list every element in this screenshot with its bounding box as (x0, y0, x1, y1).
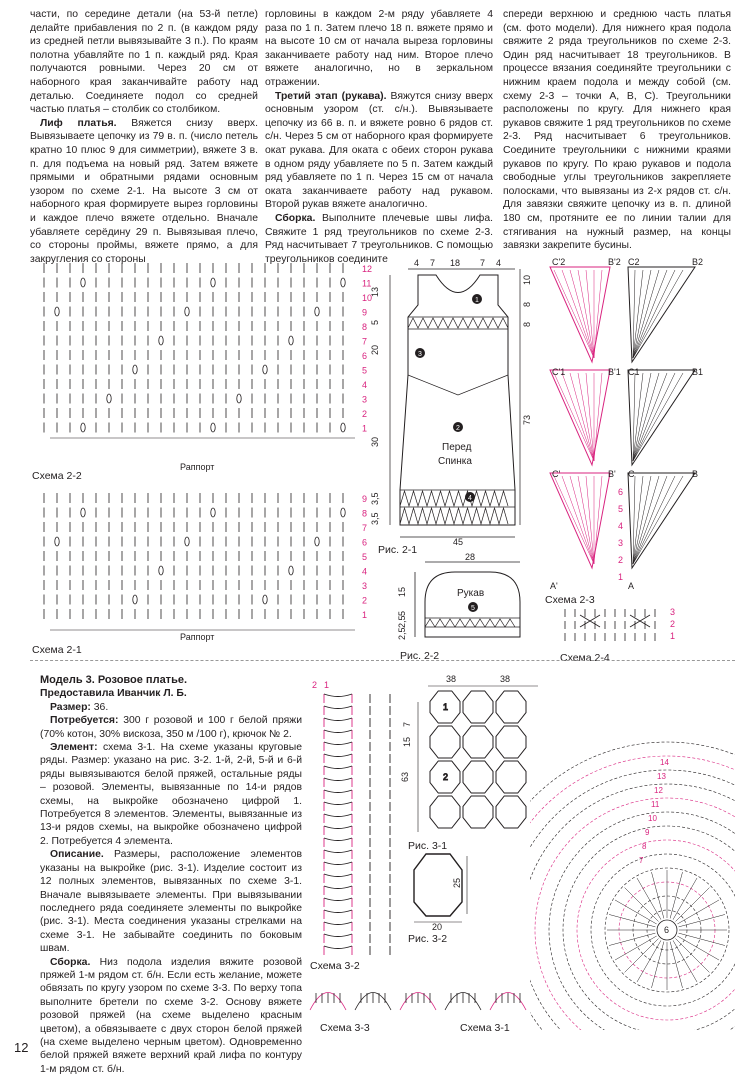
point-b-prime: B' (608, 469, 616, 479)
dim-right-73: 73 (522, 414, 532, 425)
puff-stitch (185, 537, 189, 546)
row-number: 8 (362, 508, 368, 519)
triangle-black-stitch (633, 476, 659, 564)
dim-right-8a: 8 (522, 301, 532, 307)
sleeve-mark-5: 5 (471, 605, 475, 612)
dim-left-13: 13 (370, 286, 380, 297)
motif-spoke (670, 872, 682, 918)
sleeves-text: Вяжутся снизу вверх основным узором (ст. с/н.). Вывязываете цепочку из 66 в. п. и вяжете ровно 6 рядов ст. с/н. Через 5 см от наборного края формируете окат рукава. Для оката с обеих сторон рукава в одном ряду убавляете по 5 п. Затем каждый ряд убавляете по 1 п. Через 15 см от начала оката заканчиваете работу над рукавом. Второй рукав вяжете аналогично. (265, 90, 493, 211)
point-c1-prime: C'1 (552, 367, 566, 377)
hex-mark-1: 1 (443, 702, 449, 712)
hexagon-element-5 (463, 726, 493, 758)
sleeve-dim-2-5a: 2,5 (397, 615, 407, 628)
row-number: 7 (362, 523, 368, 533)
dim-left-20: 20 (370, 344, 380, 355)
triangle-black-stitch (633, 476, 651, 564)
point-b2: B2 (692, 257, 704, 267)
strap-edge-chain (324, 778, 352, 781)
model-3-element (40, 741, 302, 848)
mark-4: 4 (468, 495, 472, 502)
model-3-description (40, 848, 302, 955)
triangle-pink-stitch (562, 373, 594, 461)
row-number: 3 (362, 581, 368, 591)
mark-2: 2 (456, 425, 460, 432)
fig-3-1-label: Рис. 3-1 (408, 840, 448, 852)
bodice-triangle-band (408, 318, 508, 328)
heading-third-stage: Третий этап (рукава). (275, 90, 387, 102)
motif-spoke (609, 914, 655, 926)
dim-top-5: 4 (496, 258, 502, 268)
motif-spoke (679, 933, 725, 945)
triangle-pink-stitch (586, 373, 594, 461)
motif-round (563, 826, 735, 1030)
text-column-2 (265, 8, 493, 266)
row-number: 3 (362, 394, 368, 405)
puff-stitch (211, 278, 215, 287)
row-number: 9 (362, 494, 368, 504)
row-number: 10 (362, 293, 373, 303)
schema-2-1-label: Схема 2-1 (32, 644, 82, 656)
dim-left-3-5b: 3,5 (370, 512, 380, 525)
motif-spoke (615, 900, 657, 924)
triangle-pink-stitch (554, 270, 594, 358)
triangle-black-stitch (633, 270, 659, 358)
motif-spoke (651, 942, 663, 988)
assembly-text: Выполните плечевые швы лифа. Свяжите 1 ряд треугольников по схеме 2-3. Ряд насчитывает 7 треугольников. С помощью треугольников соедините (265, 212, 493, 265)
row-number: 8 (362, 322, 368, 332)
schema-3-3-edging (300, 975, 530, 1017)
puff-stitch (185, 307, 189, 316)
row-number: 5 (362, 365, 368, 376)
s23-row-2: 2 (618, 555, 624, 565)
strap-edge-chain (324, 694, 352, 697)
model-3-assembly-label: Сборка. (50, 956, 91, 968)
fig-2-1-dress-pattern (370, 255, 535, 545)
strap-edge-chain (324, 706, 352, 709)
s23-row-4: 4 (618, 521, 624, 531)
fig31-dim-63: 63 (400, 771, 410, 782)
motif-row-number: 9 (645, 828, 650, 837)
motif-round (530, 742, 735, 1030)
motif-spoke (670, 942, 682, 988)
mark-1: 1 (475, 297, 479, 304)
strap-edge-chain (324, 814, 352, 817)
motif-spoke (651, 872, 663, 918)
model-3-author: Предоставила Иванчик Л. Б. (40, 688, 187, 700)
row-number: 6 (362, 537, 368, 548)
point-b1: B1 (692, 367, 704, 377)
fig32-height: 25 (452, 877, 462, 888)
puff-stitch (263, 595, 267, 604)
strap-edge-chain (324, 754, 352, 757)
puff-stitch (341, 278, 345, 287)
hexagon-element-8 (463, 761, 493, 793)
puff-stitch (133, 365, 137, 374)
motif-spoke (673, 878, 697, 920)
schema-3-3-label: Схема 3-3 (320, 1022, 370, 1034)
triangle-black-stitch (633, 270, 675, 358)
triangle-pink-stitch (554, 373, 594, 461)
dim-top-1: 4 (414, 258, 420, 268)
triangle-pink-stitch (578, 270, 594, 358)
triangle-pink-stitch (570, 373, 594, 461)
triangle-black-stitch (633, 373, 675, 461)
point-c-prime: C' (552, 469, 561, 479)
model-3-title-text: Модель 3. Розовое платье. (40, 674, 188, 686)
motif-round (535, 798, 735, 1030)
strap-edge-chain (324, 934, 352, 937)
row-number: 9 (362, 307, 368, 318)
row-number: 2 (362, 595, 368, 606)
strap-edge-chain (324, 730, 352, 733)
dim-right-10: 10 (522, 274, 532, 285)
model-3-title (40, 674, 302, 687)
s23-row-3: 3 (618, 538, 624, 548)
row-number: 1 (362, 423, 368, 434)
strap-edge-chain (324, 826, 352, 829)
materials-label: Потребуется: (50, 715, 119, 727)
motif-row-number: 13 (657, 772, 666, 781)
schema-2-2-label: Схема 2-2 (32, 470, 82, 482)
row-number: 11 (362, 278, 372, 289)
puff-stitch (81, 278, 85, 287)
s32-row-2: 2 (312, 680, 318, 690)
model-3-text (40, 674, 302, 1076)
motif-spoke (637, 878, 661, 920)
strap-edge-chain (324, 898, 352, 901)
strap-edge-chain (324, 802, 352, 805)
strap-edge-chain (324, 910, 352, 913)
motif-spoke (677, 900, 719, 924)
row-number: 2 (362, 409, 368, 419)
dim-top-3: 18 (450, 258, 461, 268)
s23-row-1: 1 (618, 572, 624, 582)
puff-stitch (211, 508, 215, 517)
strap-edge-chain (324, 886, 352, 889)
puff-stitch (81, 508, 85, 517)
schema-3-1-motif (530, 735, 735, 1030)
motif-row-number: 7 (639, 856, 644, 865)
fig-3-2-element (410, 850, 470, 930)
row-number: 4 (362, 380, 368, 390)
triangle-pink-stitch (562, 270, 594, 358)
s32-row-1: 1 (324, 680, 330, 690)
fig31-dim-15: 15 (402, 736, 412, 747)
s23-row-6: 6 (618, 487, 624, 497)
back-label: Спинка (438, 456, 472, 467)
puff-stitch (341, 423, 345, 432)
s24-row-2: 2 (670, 619, 676, 629)
motif-row-number: 10 (648, 814, 657, 823)
strap-edge-chain (324, 862, 352, 865)
motif-spoke (625, 938, 659, 972)
triangle-pink-stitch (578, 476, 594, 564)
point-b2-prime: B'2 (608, 257, 621, 267)
fig31-dim-7: 7 (402, 721, 412, 727)
model-3-materials (40, 714, 302, 741)
row-number: 1 (362, 610, 368, 620)
triangle-black-stitch (633, 270, 651, 358)
fig-3-2-label: Рис. 3-2 (408, 933, 448, 945)
schema-2-3-label: Схема 2-3 (545, 594, 595, 606)
motif-row-number: 14 (660, 758, 669, 767)
triangle-black-stitch (633, 476, 683, 564)
motif-spoke (677, 936, 719, 960)
hexagon-element-6 (496, 726, 526, 758)
row-number: 4 (362, 566, 368, 577)
puff-stitch (211, 423, 215, 432)
puff-stitch (159, 336, 163, 345)
triangle-pink-stitch (586, 270, 594, 358)
motif-spoke (625, 888, 659, 922)
puff-stitch (289, 566, 293, 575)
sleeve-dim-2-5b: 2,5 (397, 627, 407, 640)
puff-stitch (133, 595, 137, 604)
motif-spoke (679, 914, 725, 926)
size-value: 36. (93, 701, 109, 713)
paragraph-bodice (30, 117, 258, 267)
text-column-1 (30, 8, 258, 266)
fig32-width: 20 (432, 922, 443, 930)
dim-right-8b: 8 (522, 321, 532, 327)
row-number: 5 (362, 552, 368, 562)
puff-stitch (159, 566, 163, 575)
heading-bodice: Лиф платья. (40, 117, 117, 129)
rapport-label-2: Раппорт (180, 632, 215, 642)
s24-row-3: 3 (670, 607, 676, 617)
hem-triangle-band-1 (400, 491, 508, 506)
paragraph-triangles: спереди верхнюю и среднюю часть платья (см. фото модели). Для нижнего края подола свяжите 2 ряда треугольников по схеме 2-3. Один ряд насчитывает 18 треугольников. В процессе вязания соединяйте треугольники с нижним краем подола и между собой (см. схему 2-3 – точки A, B, C). Треугольники расположены по кругу. Для нижнего края рукавов свяжите 1 ряд треугольников по схеме 2-3. Ряд насчитывает 6 треугольников. Соедините треугольники с нижними краями рукавов по кругу. По краю рукавов и подола свободные углы треугольников закрепляете полосками, что вывязаны из 2-х рядов ст. с/н. Для завязки свяжите цепочку из в. п. длиной 180 см, протяните ее по линии талии для стягивания на нужный размер, на концы завязки закрепите бусины. (503, 9, 731, 252)
motif-spoke (615, 936, 657, 960)
row-number: 12 (362, 264, 373, 274)
schema-3-1-label: Схема 3-1 (460, 1022, 510, 1034)
puff-stitch (315, 537, 319, 546)
triangle-pink-stitch (570, 270, 594, 358)
motif-spoke (609, 933, 655, 945)
model-3-assembly (40, 956, 302, 1076)
dim-top-2: 7 (430, 258, 436, 268)
hex-mark-2: 2 (443, 772, 449, 782)
motif-row-number: 12 (654, 786, 663, 795)
text-column-3 (503, 8, 731, 253)
dim-left-30: 30 (370, 436, 380, 447)
heading-assembly: Сборка. (275, 212, 316, 224)
row-number: 6 (362, 351, 368, 361)
fig31-dim-38a: 38 (446, 674, 457, 684)
description-label: Описание. (50, 849, 104, 861)
puff-stitch (107, 394, 111, 403)
fig-2-2-sleeve-pattern (395, 552, 525, 652)
s23-row-5: 5 (618, 504, 624, 514)
hexagon-element-9 (496, 761, 526, 793)
motif-spoke (673, 940, 697, 982)
point-b: B (692, 469, 699, 479)
puff-stitch (315, 307, 319, 316)
triangle-black-stitch (633, 270, 683, 358)
motif-center-label: 6 (664, 925, 670, 935)
schema-2-2-chart (30, 258, 375, 458)
point-a-prime: A' (550, 581, 558, 591)
triangle-pink-stitch (586, 476, 594, 564)
rapport-label-1: Раппорт (180, 462, 215, 472)
point-c2: C2 (628, 257, 640, 267)
element-label: Элемент: (50, 742, 98, 754)
puff-stitch (55, 307, 59, 316)
puff-stitch (289, 336, 293, 345)
sleeve-dim-5: 5 (397, 610, 407, 616)
motif-spoke (637, 940, 661, 982)
point-c2-prime: C'2 (552, 257, 566, 267)
strap-edge-chain (324, 838, 352, 841)
motif-row-number: 8 (642, 842, 647, 851)
page-number: 12 (14, 1040, 29, 1055)
triangle-pink-stitch (562, 476, 594, 564)
strap-edge-chain (324, 922, 352, 925)
motif-round (530, 770, 735, 1030)
strap-edge-chain (324, 718, 352, 721)
schema-3-2-label: Схема 3-2 (310, 960, 360, 972)
size-label: Размер: (50, 701, 91, 713)
s24-row-1: 1 (670, 631, 676, 641)
schema-2-4-strip (560, 605, 685, 645)
dim-left-3-5a: 3,5 (370, 492, 380, 505)
description-text: Размеры, расположение элементов указаны на выкройке (рис. 3-1). Изделие состоит из 12 полных элементов, вывязанных по схеме 3-1. Вначале вывязываете элементы. При вывязывании последнего ряда соединяете элементы по выкройке (рис. 3-1). Места соединения указаны стрелками на схеме 3-1. Не забывайте соединить по боковым швам. (40, 849, 302, 955)
bodice-text: Вяжется снизу вверх. Вывязываете цепочку из 79 в. п. (число петель кратно 10 плюс 9 для симметрии), вяжете 3 в. п. для подъема на новый ряд. Затем вяжете прямыми и обратными рядами основным узором по схеме 2-1. На высоте 3 см от наборного края формируете вырез горловины и каждое плечо вяжете отдельно. Вначале убавляете серёдину 29 п. Вывязывая плечо, со стороны проймы, вяжете прямо, а для закругления со стороны (30, 117, 259, 265)
strap-edge-chain (324, 790, 352, 793)
dim-left-5: 5 (370, 319, 380, 325)
motif-round (530, 784, 735, 1030)
hexagon-element-11 (463, 796, 493, 828)
fig-3-1-hexagon-layout (400, 672, 540, 842)
puff-stitch (263, 365, 267, 374)
hexagon-element-12 (496, 796, 526, 828)
element-text: схема 3-1. На схеме указаны круговые ряды. Размер: указано на рис. 3-2. 1-й, 2-й, 5-й и 6-й ряды вывязываются белой пряжей, остальные ряды – розовой. Элементы, вывязанные по 14-и рядов схемы, на выкройке обозначено цифрой 1. Потребуется 8 элементов. Элементы, вывязанные из 13-и рядов схемы, на выкройке обозначено цифрой 2. Потребуется 4 элемента. (40, 742, 302, 847)
schema-2-4-label: Схема 2-4 (560, 652, 610, 664)
triangle-black-stitch (633, 476, 675, 564)
point-c: C (628, 469, 635, 479)
strap-edge-chain (324, 742, 352, 745)
hexagon-element-10 (430, 796, 460, 828)
paragraph-neckline: горловины в каждом 2-м ряду убавляете 4 раза по 1 п. Затем плечо 18 п. вяжете прямо и на высоте 10 см от начала выреза горловины заканчиваете работу над ним. Второе плечо вяжете аналогично, но в зеркальном отражении. (265, 9, 493, 88)
strap-edge-chain (324, 766, 352, 769)
puff-stitch (55, 537, 59, 546)
model-3-assembly-text: Низ подола изделия вяжите розовой пряжей 1-м рядом ст. б/н. Если есть желание, можете обвязать по кругу узором по схеме 3-3. По верху топа выполните бретели по схеме 3-2. Основу вяжете розовой пряжей (на схеме выделено красным цветом), а обвязываете с двух сторон белой пряжей (на схеме выделено черным цветом). Одновременно белой пряжей вяжете верхний край лифа по контуру 1-м рядом ст. б/н. (40, 956, 302, 1075)
sleeve-triangle-band (425, 619, 515, 627)
puff-stitch (237, 394, 241, 403)
fig31-dim-38b: 38 (500, 674, 511, 684)
motif-spoke (675, 888, 709, 922)
sleeve-width: 28 (465, 552, 476, 562)
materials-text: 300 г розовой и 100 г белой пряжи (70% котон, 30% вискоза, 350 м /100 г), крючок № 2. (40, 715, 302, 740)
triangle-black-stitch (633, 373, 651, 461)
motif-spoke (675, 938, 709, 972)
schema-2-1-chart (30, 488, 375, 638)
triangle-black-stitch (633, 373, 659, 461)
triangle-pink-stitch (570, 476, 594, 564)
front-label: Перед (442, 442, 472, 453)
triangle-pink-stitch (578, 373, 594, 461)
hem-triangle-band-2 (400, 508, 508, 524)
strap-edge-chain (324, 850, 352, 853)
hexagon-element-2 (463, 691, 493, 723)
triangle-black-stitch (633, 373, 683, 461)
motif-row-number: 11 (651, 800, 660, 809)
point-b1-prime: B'1 (608, 367, 621, 377)
fig-2-1-label: Рис. 2-1 (378, 544, 418, 556)
puff-stitch (81, 423, 85, 432)
mark-3: 3 (418, 351, 422, 358)
hexagon-element-4 (430, 726, 460, 758)
paragraph-sleeves (265, 90, 493, 212)
schema-3-2-strap (310, 676, 402, 956)
fig-2-2-label: Рис. 2-2 (400, 650, 440, 662)
dim-width-45: 45 (453, 537, 464, 545)
hexagon-element-3 (496, 691, 526, 723)
sleeve-label: Рукав (457, 588, 485, 599)
point-c1: C1 (628, 367, 640, 377)
section-divider (30, 660, 735, 661)
model-3-size (40, 701, 302, 714)
sleeve-dim-15: 15 (397, 586, 407, 597)
schema-2-3-triangles (540, 255, 730, 595)
triangle-pink-stitch (554, 476, 594, 564)
strap-edge-chain (324, 874, 352, 877)
row-number: 7 (362, 336, 368, 347)
paragraph-hem: части, по середине детали (на 53-й петле) делайте прибавления по 2 п. (в каждом ряду из средней петли вывязывайте 3 п.). По краям полотна убавляйте по 1 п. каждый ряд. Края получаются ровными. Через 20 см от наборного края заканчивайте работу над деталью. Соединяете подол со средней частью платья – столбик со столбиком. (30, 9, 258, 116)
puff-stitch (341, 508, 345, 517)
dim-top-4: 7 (480, 258, 486, 268)
point-a: A (628, 581, 635, 591)
strap-edge-chain (324, 946, 352, 949)
